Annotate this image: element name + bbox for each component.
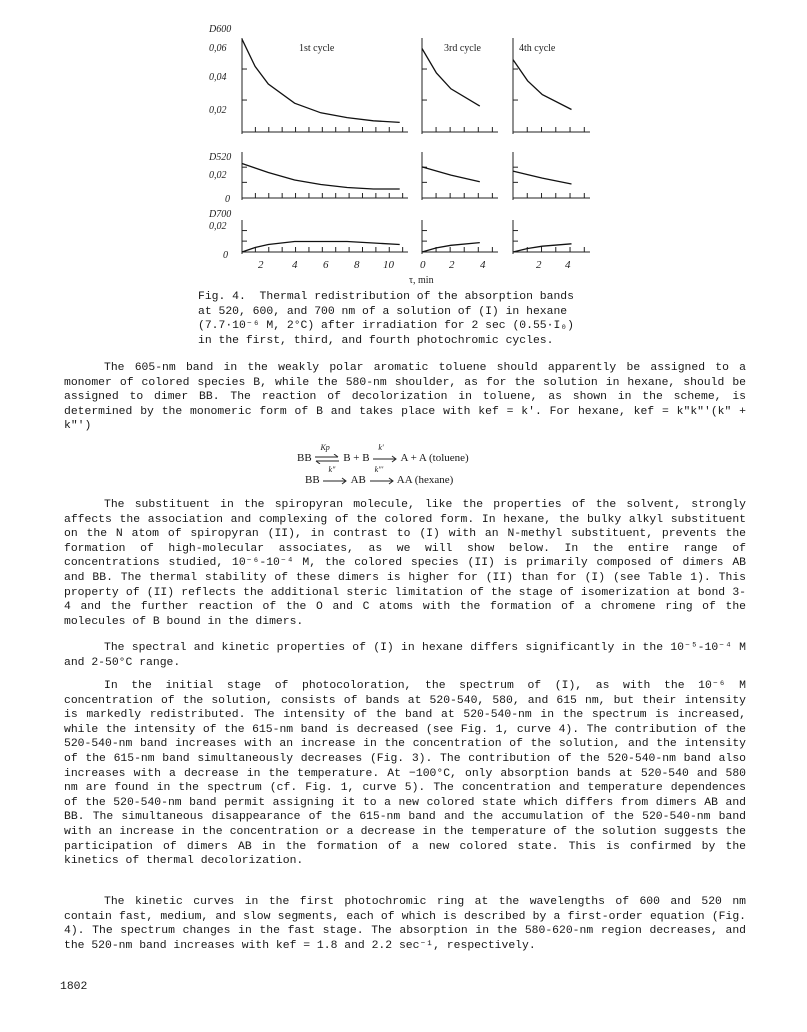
paragraph-3-text: The spectral and kinetic properties of (I) in hexane differs significantly in the 10⁻⁵-10⁻⁴ M and 2-50°C range. (64, 642, 746, 669)
equilibrium-arrow (314, 443, 340, 464)
y-label-d520: D520 (209, 152, 232, 163)
y-value-004: 0,04 (209, 72, 227, 83)
caption-line-4: in the first, third, and fourth photochromic cycles. (198, 334, 554, 347)
series-line-d700 (422, 243, 480, 252)
forward-arrow-2 (322, 465, 348, 486)
y-label-d700: D700 (209, 209, 232, 220)
paragraph-4 (64, 679, 746, 869)
y-zero-a: 0 (225, 194, 230, 205)
x-axis-label: τ, min (409, 275, 434, 286)
forward-arrow-3 (369, 465, 395, 486)
figure-4 (195, 0, 615, 290)
x-tick-p3-2: 2 (536, 259, 542, 271)
paragraph-4-text: In the initial stage of photocoloration, the spectrum of (I), as with the 10⁻⁶ M concentration of the solution, consists of bands at 520-540, 580, and 615 nm, but their intensity is markedly redistributed. The intensity of the band at 520-540-nm in the spectrum is increased, while the intensity of the 615-nm band is decreased (see Fig. 1, curve 4). The contribution of the 520-540-nm band increases with an increase in the concentration of the solution, and the intensity of the 615-nm band simultaneously decreases (Fig. 3). The contribution of the 520-540-nm band also increases with a decrease in the temperature. At −100°C, only absorption bands at 520-540 and 580 nm are found in the spectrum (cf. Fig. 1, curve 5). The concentration and temperature dependences of the 520-540-nm band permit assigning it to a new colored state which differs from dimers AB and BB. The simultaneous disappearance of the 615-nm band and the accumulation of the 520-540-nm band with an increase in the concentration or a decrease in the temperature of the solution suggests the participation of dimers AB in the formation of a new colored state. This is confirmed by the kinetics of thermal decolorization. (64, 680, 746, 868)
x-tick-p2-4: 4 (480, 259, 486, 271)
y-zero-b: 0 (223, 250, 228, 261)
reaction-scheme (297, 443, 557, 496)
kinetic-curves-plot (195, 0, 615, 290)
x-tick-p1-8: 8 (354, 259, 360, 271)
x-tick-p1-2: 2 (258, 259, 264, 271)
x-tick-p1-10: 10 (383, 259, 394, 271)
cycle-label-1st: 1st cycle (299, 43, 335, 54)
series-line-d600 (422, 49, 480, 107)
x-tick-p1-6: 6 (323, 259, 329, 271)
x-tick-p3-4: 4 (565, 259, 571, 271)
y-value-002: 0,02 (209, 105, 227, 116)
series-line-d600 (513, 60, 572, 110)
scheme-k-dprime: k" (328, 465, 336, 475)
series-line-d520 (242, 164, 400, 190)
arrow-right-icon (369, 476, 395, 486)
cycle-label-3rd: 3rd cycle (444, 43, 481, 54)
y-value-d520-002: 0,02 (209, 170, 227, 181)
equilibrium-arrow-icon (314, 454, 340, 464)
forward-arrow-1 (372, 443, 398, 464)
scheme-aa: AA (hexane) (396, 474, 454, 486)
paragraph-2 (64, 498, 746, 629)
y-label-d600: D600 (209, 24, 232, 35)
x-tick-p2-0: 0 (420, 259, 426, 271)
caption-line-3: (7.7·10⁻⁶ M, 2°C) after irradiation for 2 sec (0.55·I₀) (198, 320, 574, 333)
axes-layer (242, 38, 590, 254)
scheme-row-hexane (297, 465, 557, 496)
paragraph-1-text: The 605-nm band in the weakly polar aromatic toluene should apparently be assigned to a monomer of colored species B, while the 580-nm shoulder, as for the solution in hexane, should be assigned to dimer BB. The reaction of decolorization in toluene, as shown in the scheme, is determined by the monomeric form of B and takes place with kef = k'. For hexane, kef = k"k"'(k" + k"') (64, 362, 746, 433)
paragraph-3 (64, 641, 746, 670)
scheme-b-plus-b: B + B (343, 452, 370, 464)
scheme-k-tprime: k"' (374, 465, 384, 475)
paragraph-5 (64, 895, 746, 953)
paragraph-2-text: The substituent in the spiropyran molecule, like the properties of the solvent, strongly affects the association and complexing of the colored form. In hexane, the bulky alkyl substituent on the N atom of spiropyran (II), in contrast to (I) with an N-methyl substituent, prevents the formation of high-molecular associates, as we will show below. In the entire range of concentrations studied, 10⁻⁶-10⁻⁴ M, the colored species (II) is primarily composed of dimers AB and BB. The thermal stability of these dimers is higher for (II) than for (I) (see Table 1). This property of (II) reflects the additional steric limitation of the stage of isomerization at bond 3-4 and the further reaction of the O and C atoms with the formation of a chromene ring of the molecules of B bound in the dimers. (64, 499, 746, 628)
y-value-d700-002: 0,02 (209, 221, 227, 232)
paragraph-5-text: The kinetic curves in the first photochromic ring at the wavelengths of 600 and 520 nm contain fast, medium, and slow segments, each of which is described by a first-order equation (Fig. 4). The spectrum changes in the fast stage. The absorption in the 580-620-nm region decreases, and the 520-nm band increases with kef = 1.8 and 2.2 sec⁻¹, respectively. (64, 896, 746, 952)
series-line-d520 (422, 167, 480, 182)
scheme-row-toluene (297, 443, 557, 474)
curves-layer (242, 39, 572, 252)
series-line-d520 (513, 171, 572, 184)
arrow-right-icon (372, 454, 398, 464)
y-value-006: 0,06 (209, 43, 227, 54)
scheme-a-plus-a: A + A (toluene) (400, 452, 469, 464)
caption-line-2: at 520, 600, and 700 nm of a solution of (I) in hexane (198, 305, 568, 318)
series-line-d700 (513, 244, 572, 252)
caption-line-1: Fig. 4. Thermal redistribution of the absorption bands (198, 291, 574, 303)
x-tick-p1-4: 4 (292, 259, 298, 271)
scheme-bb-1: BB (297, 452, 312, 464)
scheme-k-prime: k' (378, 443, 384, 453)
x-tick-p2-2: 2 (449, 259, 455, 271)
cycle-label-4th: 4th cycle (519, 43, 556, 54)
figure-caption (198, 290, 618, 348)
paragraph-1 (64, 361, 746, 434)
scheme-bb-2: BB (305, 474, 320, 486)
scheme-kp: Kp (320, 443, 330, 453)
page-number: 1802 (60, 981, 88, 993)
arrow-right-icon (322, 476, 348, 486)
scheme-ab: AB (350, 474, 366, 486)
